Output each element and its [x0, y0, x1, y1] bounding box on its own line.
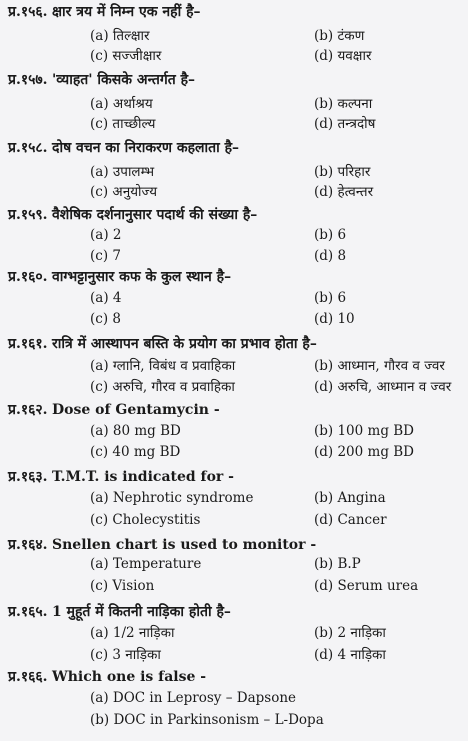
option-b: (b) 6 [314, 227, 347, 243]
option-b: (b) आध्मान, गौरव व ज्वर [314, 358, 445, 374]
option-d: (d) 200 mg BD [314, 444, 415, 460]
option-a: (a) 2 [90, 227, 122, 243]
option-d: (d) तन्त्रदोष [314, 116, 376, 132]
option-c: (c) 40 mg BD [90, 444, 181, 460]
option-a: (a) उपालम्भ [90, 164, 155, 180]
option-a: (a) अर्थाश्रय [90, 96, 153, 112]
option-a: (a) DOC in Leprosy – Dapsone [90, 690, 297, 706]
option-b: (b) Angina [314, 490, 386, 506]
question-number: प्र.१५८. [8, 140, 48, 156]
option-c: (c) 7 [90, 248, 121, 264]
option-a: (a) तिल्क्षार [90, 28, 150, 44]
option-a: (a) 1/2 नाड़िका [90, 625, 175, 641]
question-text: 'व्याहत' किसके अन्तर्गत है– [52, 72, 196, 88]
question-text: क्षार त्रय में निम्न एक नहीं है– [52, 4, 201, 20]
option-d: (d) अरुचि, आध्मान व ज्वर [314, 379, 452, 395]
option-c: (c) Cholecystitis [90, 512, 201, 528]
option-c: (c) अरुचि, गौरव व प्रवाहिका [90, 379, 235, 395]
option-d: (d) यवक्षार [314, 48, 372, 64]
question-text: 1 मुहूर्त में कितनी नाड़िका होती है– [52, 604, 231, 620]
question-text: दोष वचन का निराकरण कहलाता है– [52, 140, 240, 156]
question-number: प्र.१६१. [8, 336, 48, 352]
option-a: (a) Temperature [90, 556, 202, 572]
option-b: (b) B.P [314, 556, 361, 572]
option-c: (c) 3 नाड़िका [90, 647, 161, 663]
option-d: (d) 4 नाड़िका [314, 647, 386, 663]
option-b: (b) DOC in Parkinsonism – L-Dopa [90, 712, 324, 728]
option-d: (d) Serum urea [314, 578, 419, 594]
question-text: Which one is false - [52, 669, 207, 685]
option-d: (d) हेत्वन्तर [314, 184, 374, 200]
question-text: वैशेषिक दर्शनानुसार पदार्थ की संख्या है– [52, 207, 258, 223]
option-a: (a) 80 mg BD [90, 423, 181, 439]
question-number: प्र.१६०. [8, 269, 48, 285]
question-number: प्र.१६५. [8, 604, 48, 620]
option-d: (d) 8 [314, 248, 347, 264]
option-c: (c) ताच्छील्य [90, 116, 156, 132]
option-b: (b) टंकण [314, 28, 365, 44]
question-text: वाग्भट्टानुसार कफ के कुल स्थान है– [52, 269, 232, 285]
question-number: प्र.१६६. [8, 669, 48, 685]
option-c: (c) Vision [90, 578, 155, 594]
question-text: रात्रि में आस्थापन बस्ति के प्रयोग का प्रभाव होता है– [52, 336, 317, 352]
question-number: प्र.१६४. [8, 537, 48, 553]
question-number: प्र.१५६. [8, 4, 48, 20]
option-b: (b) 2 नाड़िका [314, 625, 386, 641]
option-a: (a) ग्लानि, विबंध व प्रवाहिका [90, 358, 236, 374]
option-b: (b) परिहार [314, 164, 371, 180]
question-number: प्र.१६२. [8, 402, 48, 418]
option-d: (d) 10 [314, 311, 355, 327]
option-a: (a) 4 [90, 290, 122, 306]
question-text: Dose of Gentamycin - [52, 402, 220, 418]
question-text: T.M.T. is indicated for - [52, 469, 234, 485]
option-c: (c) सज्जीक्षार [90, 48, 162, 64]
question-text: Snellen chart is used to monitor - [52, 537, 317, 553]
option-d: (d) Cancer [314, 512, 387, 528]
option-a: (a) Nephrotic syndrome [90, 490, 254, 506]
question-number: प्र.१६३. [8, 469, 48, 485]
question-number: प्र.१५७. [8, 72, 48, 88]
option-b: (b) 6 [314, 290, 347, 306]
option-c: (c) 8 [90, 311, 121, 327]
question-number: प्र.१५९. [8, 207, 48, 223]
option-b: (b) कल्पना [314, 96, 373, 112]
option-b: (b) 100 mg BD [314, 423, 415, 439]
option-c: (c) अनुयोज्य [90, 184, 158, 200]
